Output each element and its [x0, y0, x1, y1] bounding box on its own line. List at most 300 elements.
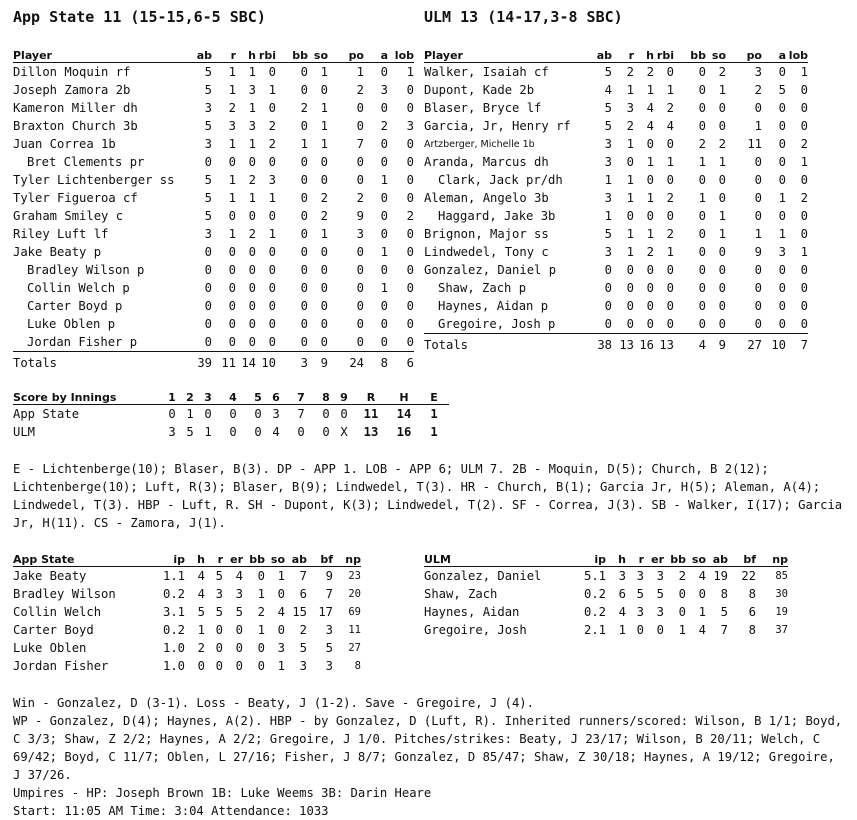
rhe-value: 1 [430, 425, 438, 439]
player-name: Dillon Moquin rf [13, 65, 131, 79]
stat-cell: 0 [718, 281, 726, 295]
stat-cell: 5 [204, 119, 212, 133]
inning-score: 0 [229, 425, 237, 439]
stat-cell: 8 [720, 587, 728, 601]
inning-number: 3 [199, 390, 217, 405]
stat-cell: 0 [698, 209, 706, 223]
stat-cell: 0 [754, 155, 762, 169]
totals-cell: 7 [800, 338, 808, 352]
away_pitching-header: ip [153, 552, 185, 567]
home_pitching-header: ULM [424, 552, 574, 567]
pitcher-name: Gregoire, Josh [424, 623, 527, 637]
stat-cell: 3.1 [162, 605, 185, 619]
stat-cell: 0 [380, 191, 388, 205]
stat-cell: 5 [604, 119, 612, 133]
rhe-value: 16 [396, 425, 412, 439]
stat-cell: 1 [698, 155, 706, 169]
stat-cell: 1 [320, 101, 328, 115]
stat-cell: 0 [754, 209, 762, 223]
stat-cell: 2 [678, 569, 686, 583]
stat-cell: 1.0 [162, 641, 185, 655]
table-row [13, 243, 414, 261]
stat-cell: 0 [406, 317, 414, 331]
rhe-value: 13 [363, 425, 379, 439]
stat-cell: 0 [268, 101, 276, 115]
home-pitching [424, 552, 788, 639]
stat-cell: 0 [698, 299, 706, 313]
stat-cell: 0 [666, 65, 674, 79]
table-row [13, 225, 414, 243]
stat-cell: 0 [646, 263, 654, 277]
stat-cell: 0 [257, 641, 265, 655]
stat-cell: 0 [204, 281, 212, 295]
stat-cell: 5 [204, 209, 212, 223]
stat-cell: 0 [786, 315, 808, 334]
table-row [424, 117, 808, 135]
stat-cell: 0 [356, 101, 364, 115]
stat-cell: 0 [778, 65, 786, 79]
stat-cell: 1 [228, 65, 236, 79]
stat-cell: 4 [646, 101, 654, 115]
player-name: Haggard, Jake 3b [438, 209, 556, 223]
stat-cell: 0 [300, 263, 308, 277]
stat-cell: 6 [748, 605, 756, 619]
inning-score: 0 [254, 425, 262, 439]
stat-cell: 15 [292, 605, 307, 619]
stat-cell: 2 [754, 83, 762, 97]
stat-cell: 0 [356, 155, 364, 169]
stat-cell: 2 [380, 119, 388, 133]
stat-cell: 5 [778, 83, 786, 97]
stat-cell: 0 [754, 101, 762, 115]
stat-cell: 1 [618, 623, 626, 637]
stat-cell: 3 [204, 101, 212, 115]
stat-cell: 0 [380, 209, 388, 223]
away-header-ab: ab [188, 48, 212, 63]
table-row [13, 639, 361, 657]
table-row [13, 297, 414, 315]
stat-cell: 0 [698, 83, 706, 97]
stat-cell: 69 [348, 606, 361, 618]
player-name: Luke Oblen p [27, 317, 116, 331]
stat-cell: 0 [800, 281, 808, 295]
stat-cell: 0 [300, 119, 308, 133]
stat-cell: 1 [248, 65, 256, 79]
stat-cell: 1 [800, 65, 808, 79]
player-name: Haynes, Aidan p [438, 299, 549, 313]
away_pitching-header: h [185, 552, 205, 567]
stat-cell: 0 [800, 209, 808, 223]
stat-cell: 1 [300, 137, 308, 151]
stat-cell: 1 [778, 191, 786, 205]
stat-cell: 0 [718, 101, 726, 115]
stat-cell: 0 [235, 623, 243, 637]
stat-cell: 20 [348, 588, 361, 600]
stat-cell: 0 [654, 315, 674, 334]
away-header-rbi: rbi [256, 48, 276, 63]
stat-cell: 0 [257, 659, 265, 673]
stat-cell: 0 [248, 155, 256, 169]
stat-cell: 1 [778, 227, 786, 241]
stat-cell: 0 [300, 83, 308, 97]
stat-cell: 2.1 [583, 623, 606, 637]
stat-cell: 2 [666, 227, 674, 241]
stat-cell: 1 [646, 155, 654, 169]
stat-cell: 6 [299, 587, 307, 601]
stat-cell: 1 [248, 191, 256, 205]
stat-cell: 0 [754, 263, 762, 277]
stat-cell: 0 [235, 641, 243, 655]
inning-score: 0 [322, 425, 330, 439]
inning-number: 6 [267, 390, 285, 405]
totals-cell: 38 [597, 338, 612, 352]
stat-cell: 2 [800, 137, 808, 151]
stat-cell: 2 [406, 209, 414, 223]
table-row [13, 261, 414, 279]
stat-cell: 0 [778, 263, 786, 277]
home_pitching-header: bf [728, 552, 756, 567]
stat-cell: 0 [300, 65, 308, 79]
stat-cell: 0 [228, 281, 236, 295]
stat-cell: 3 [277, 641, 285, 655]
stat-cell: 5 [720, 605, 728, 619]
stat-cell: 1 [626, 227, 634, 241]
stat-cell: 1 [800, 245, 808, 259]
stat-cell: 8 [354, 660, 361, 672]
stat-cell: 1 [257, 623, 265, 637]
totals-cell: 14 [241, 356, 256, 370]
stat-cell: 3 [604, 155, 612, 169]
stat-cell: 0 [698, 587, 706, 601]
stat-cell: 4 [618, 605, 626, 619]
table-row [424, 297, 808, 315]
stat-cell: 0 [300, 299, 308, 313]
umpires: Umpires - HP: Joseph Brown 1B: Luke Weems 3B: Darin Heare [13, 786, 432, 800]
stat-cell: 9 [325, 569, 333, 583]
table-row [424, 63, 808, 82]
stat-cell: 0 [718, 245, 726, 259]
stat-cell: 0 [204, 155, 212, 169]
table-row [13, 171, 414, 189]
home_pitching-header: so [686, 552, 706, 567]
stat-cell: 0 [235, 659, 243, 673]
home_pitching-header: h [606, 552, 626, 567]
table-row [424, 189, 808, 207]
home_pitching-header: bb [664, 552, 686, 567]
stat-cell: 0 [320, 83, 328, 97]
stat-cell: 0 [406, 173, 414, 187]
stat-cell: 9 [356, 209, 364, 223]
away-header-r: r [212, 48, 236, 63]
stat-cell: 3 [204, 227, 212, 241]
stat-cell: 0 [320, 263, 328, 277]
table-row [424, 621, 788, 639]
stat-cell: 0 [380, 155, 388, 169]
stat-cell: 4 [235, 569, 243, 583]
stat-cell: 0 [646, 173, 654, 187]
inning-number: 7 [285, 390, 317, 405]
stat-cell: 0 [656, 623, 664, 637]
stat-cell: 3 [268, 173, 276, 187]
stat-cell: 0 [228, 209, 236, 223]
stat-cell: 1 [626, 83, 634, 97]
player-name: Joseph Zamora 2b [13, 83, 131, 97]
stat-cell: 5 [604, 227, 612, 241]
stat-cell: 0 [698, 263, 706, 277]
stat-cell: 5 [204, 83, 212, 97]
player-name: Aleman, Angelo 3b [424, 191, 549, 205]
stat-cell: 3 [618, 569, 626, 583]
inning-number: 9 [335, 390, 353, 405]
stat-cell: 0 [666, 281, 674, 295]
game-notes: E - Lichtenberge(10); Blaser, B(3). DP - APP 1. LOB - APP 6; ULM 7. 2B - Moquin, D(5); Church, B 2(12); Lichtenberge(10); Luft, R(3); Blaser, B(9); Lindwedel, T(3). HR - Church, B(1); Garcia Jr, H(5); Aleman, A(4); Lindwedel, T(3). HBP - Luft, R. SH - Dupont, K(3); Lindwedel, T(2). SF - Correa, J(3). SB - Walker, I(17); Garcia Jr, H(11). CS - Zamora, J(1). [13, 462, 843, 530]
totals-label: Totals [424, 338, 469, 352]
stat-cell: 1 [380, 245, 388, 259]
stat-cell: 2 [320, 191, 328, 205]
stat-cell: 0 [626, 281, 634, 295]
home-header-bb: bb [674, 48, 706, 63]
stat-cell: 3 [299, 659, 307, 673]
pitcher-name: Bradley Wilson [13, 587, 116, 601]
table-row [13, 279, 414, 297]
player-name: Kameron Miller dh [13, 101, 138, 115]
inning-score: 3 [168, 425, 176, 439]
stat-cell: 8 [748, 623, 756, 637]
stat-cell: 0 [698, 119, 706, 133]
home-team-title: ULM 13 (14-17,3-8 SBC) [424, 8, 623, 26]
stat-cell: 0 [380, 101, 388, 115]
stat-cell: 30 [775, 588, 788, 600]
stat-cell: 0 [204, 245, 212, 259]
stat-cell: 5 [197, 605, 205, 619]
innings-header: Score by Innings [13, 390, 163, 405]
stat-cell: 0 [778, 299, 786, 313]
stat-cell: 0 [666, 209, 674, 223]
stat-cell: 2 [666, 101, 674, 115]
stat-cell: 0 [228, 263, 236, 277]
home_pitching-header: ip [574, 552, 606, 567]
away-box-score [13, 48, 414, 372]
table-row [13, 603, 361, 621]
stat-cell: 3 [248, 119, 256, 133]
stat-cell: 2 [299, 623, 307, 637]
stat-cell: 3 [656, 605, 664, 619]
stat-cell: 1 [228, 137, 236, 151]
stat-cell: 2 [248, 227, 256, 241]
stat-cell: 0 [380, 137, 388, 151]
inning-score: 1 [186, 407, 194, 421]
stat-cell: 1 [257, 587, 265, 601]
stat-cell: 0 [300, 245, 308, 259]
player-name: Brignon, Major ss [424, 227, 549, 241]
stat-cell: 0 [666, 173, 674, 187]
table-row [424, 603, 788, 621]
home-header-h: h [634, 48, 654, 63]
stat-cell: 0 [406, 263, 414, 277]
stat-cell: 5.1 [583, 569, 606, 583]
stat-cell: 0 [268, 155, 276, 169]
totals-cell: 39 [197, 356, 212, 370]
totals-cell: 9 [718, 338, 726, 352]
stat-cell: 5 [299, 641, 307, 655]
stat-cell: 0 [300, 281, 308, 295]
innings-row [13, 405, 449, 424]
table-row [13, 207, 414, 225]
stat-cell: 0 [356, 299, 364, 313]
stat-cell: 0 [268, 245, 276, 259]
stat-cell: 0 [268, 281, 276, 295]
stat-cell: 0 [626, 209, 634, 223]
stat-cell: 1 [666, 245, 674, 259]
stat-cell: 0 [698, 65, 706, 79]
table-row [424, 261, 808, 279]
stat-cell: 5 [636, 587, 644, 601]
home-header-so: so [706, 48, 726, 63]
table-row [13, 657, 361, 675]
stat-cell: 1 [646, 227, 654, 241]
stat-cell: 1 [320, 65, 328, 79]
totals-cell: 8 [380, 356, 388, 370]
table-row [424, 567, 788, 586]
stat-cell: 0 [204, 299, 212, 313]
stat-cell: 1 [626, 245, 634, 259]
stat-cell: 7 [299, 569, 307, 583]
stat-cell: 1 [718, 83, 726, 97]
stat-cell: 0 [666, 299, 674, 313]
stat-cell: 0 [320, 245, 328, 259]
stat-cell: 1 [604, 209, 612, 223]
stat-cell: 7 [356, 137, 364, 151]
stat-cell: 17 [318, 605, 333, 619]
table-row [424, 171, 808, 189]
stat-cell: 0 [778, 119, 786, 133]
stat-cell: 3 [656, 569, 664, 583]
stat-cell: 0 [706, 315, 726, 334]
stat-cell: 1 [228, 191, 236, 205]
away-header-a: a [364, 48, 388, 63]
stat-cell: 1 [320, 227, 328, 241]
stat-cell: 2 [626, 119, 634, 133]
stat-cell: 1 [248, 101, 256, 115]
table-row [424, 153, 808, 171]
player-name: Artzberger, Michelle 1b [424, 138, 535, 150]
stat-cell: 1 [626, 173, 634, 187]
stat-cell: 0 [604, 281, 612, 295]
stat-cell: 0 [228, 155, 236, 169]
stat-cell: 0 [674, 315, 706, 334]
stat-cell: 0 [406, 137, 414, 151]
stat-cell: 2 [800, 191, 808, 205]
stat-cell: 0 [718, 191, 726, 205]
stat-cell: 0 [646, 281, 654, 295]
stat-cell: 2 [718, 137, 726, 151]
stat-cell: 23 [348, 570, 361, 582]
stat-cell: 1 [197, 623, 205, 637]
away-header-player: Player [13, 48, 188, 63]
stat-cell: 3 [778, 245, 786, 259]
totals-cell: 4 [698, 338, 706, 352]
stat-cell: 85 [775, 570, 788, 582]
table-row [424, 81, 808, 99]
stat-cell: 0 [356, 317, 364, 331]
stat-cell: 2 [356, 83, 364, 97]
stat-cell: 0 [666, 263, 674, 277]
pitcher-name: Luke Oblen [13, 641, 87, 655]
stat-cell: 5 [215, 605, 223, 619]
away-header-h: h [236, 48, 256, 63]
player-name: Braxton Church 3b [13, 119, 138, 133]
totals-row [424, 334, 808, 355]
player-name: Shaw, Zach p [438, 281, 527, 295]
stat-cell: 0 [380, 263, 388, 277]
stat-cell: 1 [626, 137, 634, 151]
stat-cell: 0 [328, 333, 364, 352]
stat-cell: 0 [698, 101, 706, 115]
table-row [424, 225, 808, 243]
stat-cell: 0 [646, 209, 654, 223]
stat-cell: 0 [800, 173, 808, 187]
stat-cell: 0 [626, 155, 634, 169]
stat-cell: 1 [268, 191, 276, 205]
stat-cell: 0.2 [162, 623, 185, 637]
stat-cell: 0 [678, 587, 686, 601]
stat-cell: 1.0 [162, 659, 185, 673]
stat-cell: 0 [698, 281, 706, 295]
table-row [424, 99, 808, 117]
stat-cell: 0 [380, 317, 388, 331]
player-name: Walker, Isaiah cf [424, 65, 549, 79]
stat-cell: 0 [778, 173, 786, 187]
rhe-header: H [389, 390, 419, 405]
stat-cell: 0 [215, 623, 223, 637]
stat-cell: 0 [698, 227, 706, 241]
totals-cell: 13 [659, 338, 674, 352]
inning-number: 2 [181, 390, 199, 405]
stat-cell: 0 [204, 263, 212, 277]
stat-cell: 0 [406, 191, 414, 205]
stat-cell: 1 [320, 137, 328, 151]
inning-score: 0 [254, 407, 262, 421]
stat-cell: 3 [380, 83, 388, 97]
stat-cell: 0 [276, 333, 308, 352]
player-name: Jake Beaty p [13, 245, 102, 259]
stat-cell: 5 [656, 587, 664, 601]
stat-cell: 7 [325, 587, 333, 601]
stat-cell: 4 [197, 587, 205, 601]
stat-cell: 0 [778, 137, 786, 151]
stat-cell: 2 [197, 641, 205, 655]
stat-cell: 0 [778, 155, 786, 169]
stat-cell: 2 [300, 101, 308, 115]
stat-cell: 0 [204, 317, 212, 331]
totals-label: Totals [13, 356, 58, 370]
stat-cell: 0 [754, 281, 762, 295]
stat-cell: 2 [718, 65, 726, 79]
player-name: Bradley Wilson p [27, 263, 145, 277]
stat-cell: 1.1 [162, 569, 185, 583]
totals-cell: 24 [349, 356, 364, 370]
home-header-lob: lob [786, 48, 808, 63]
totals-cell: 11 [221, 356, 236, 370]
stat-cell: 3 [235, 587, 243, 601]
table-row [13, 117, 414, 135]
home-box-score [424, 48, 808, 354]
player-name: Blaser, Bryce lf [424, 101, 542, 115]
player-name: Collin Welch p [27, 281, 130, 295]
stat-cell: 6 [618, 587, 626, 601]
stat-cell: 0 [718, 299, 726, 313]
table-row [13, 333, 414, 352]
